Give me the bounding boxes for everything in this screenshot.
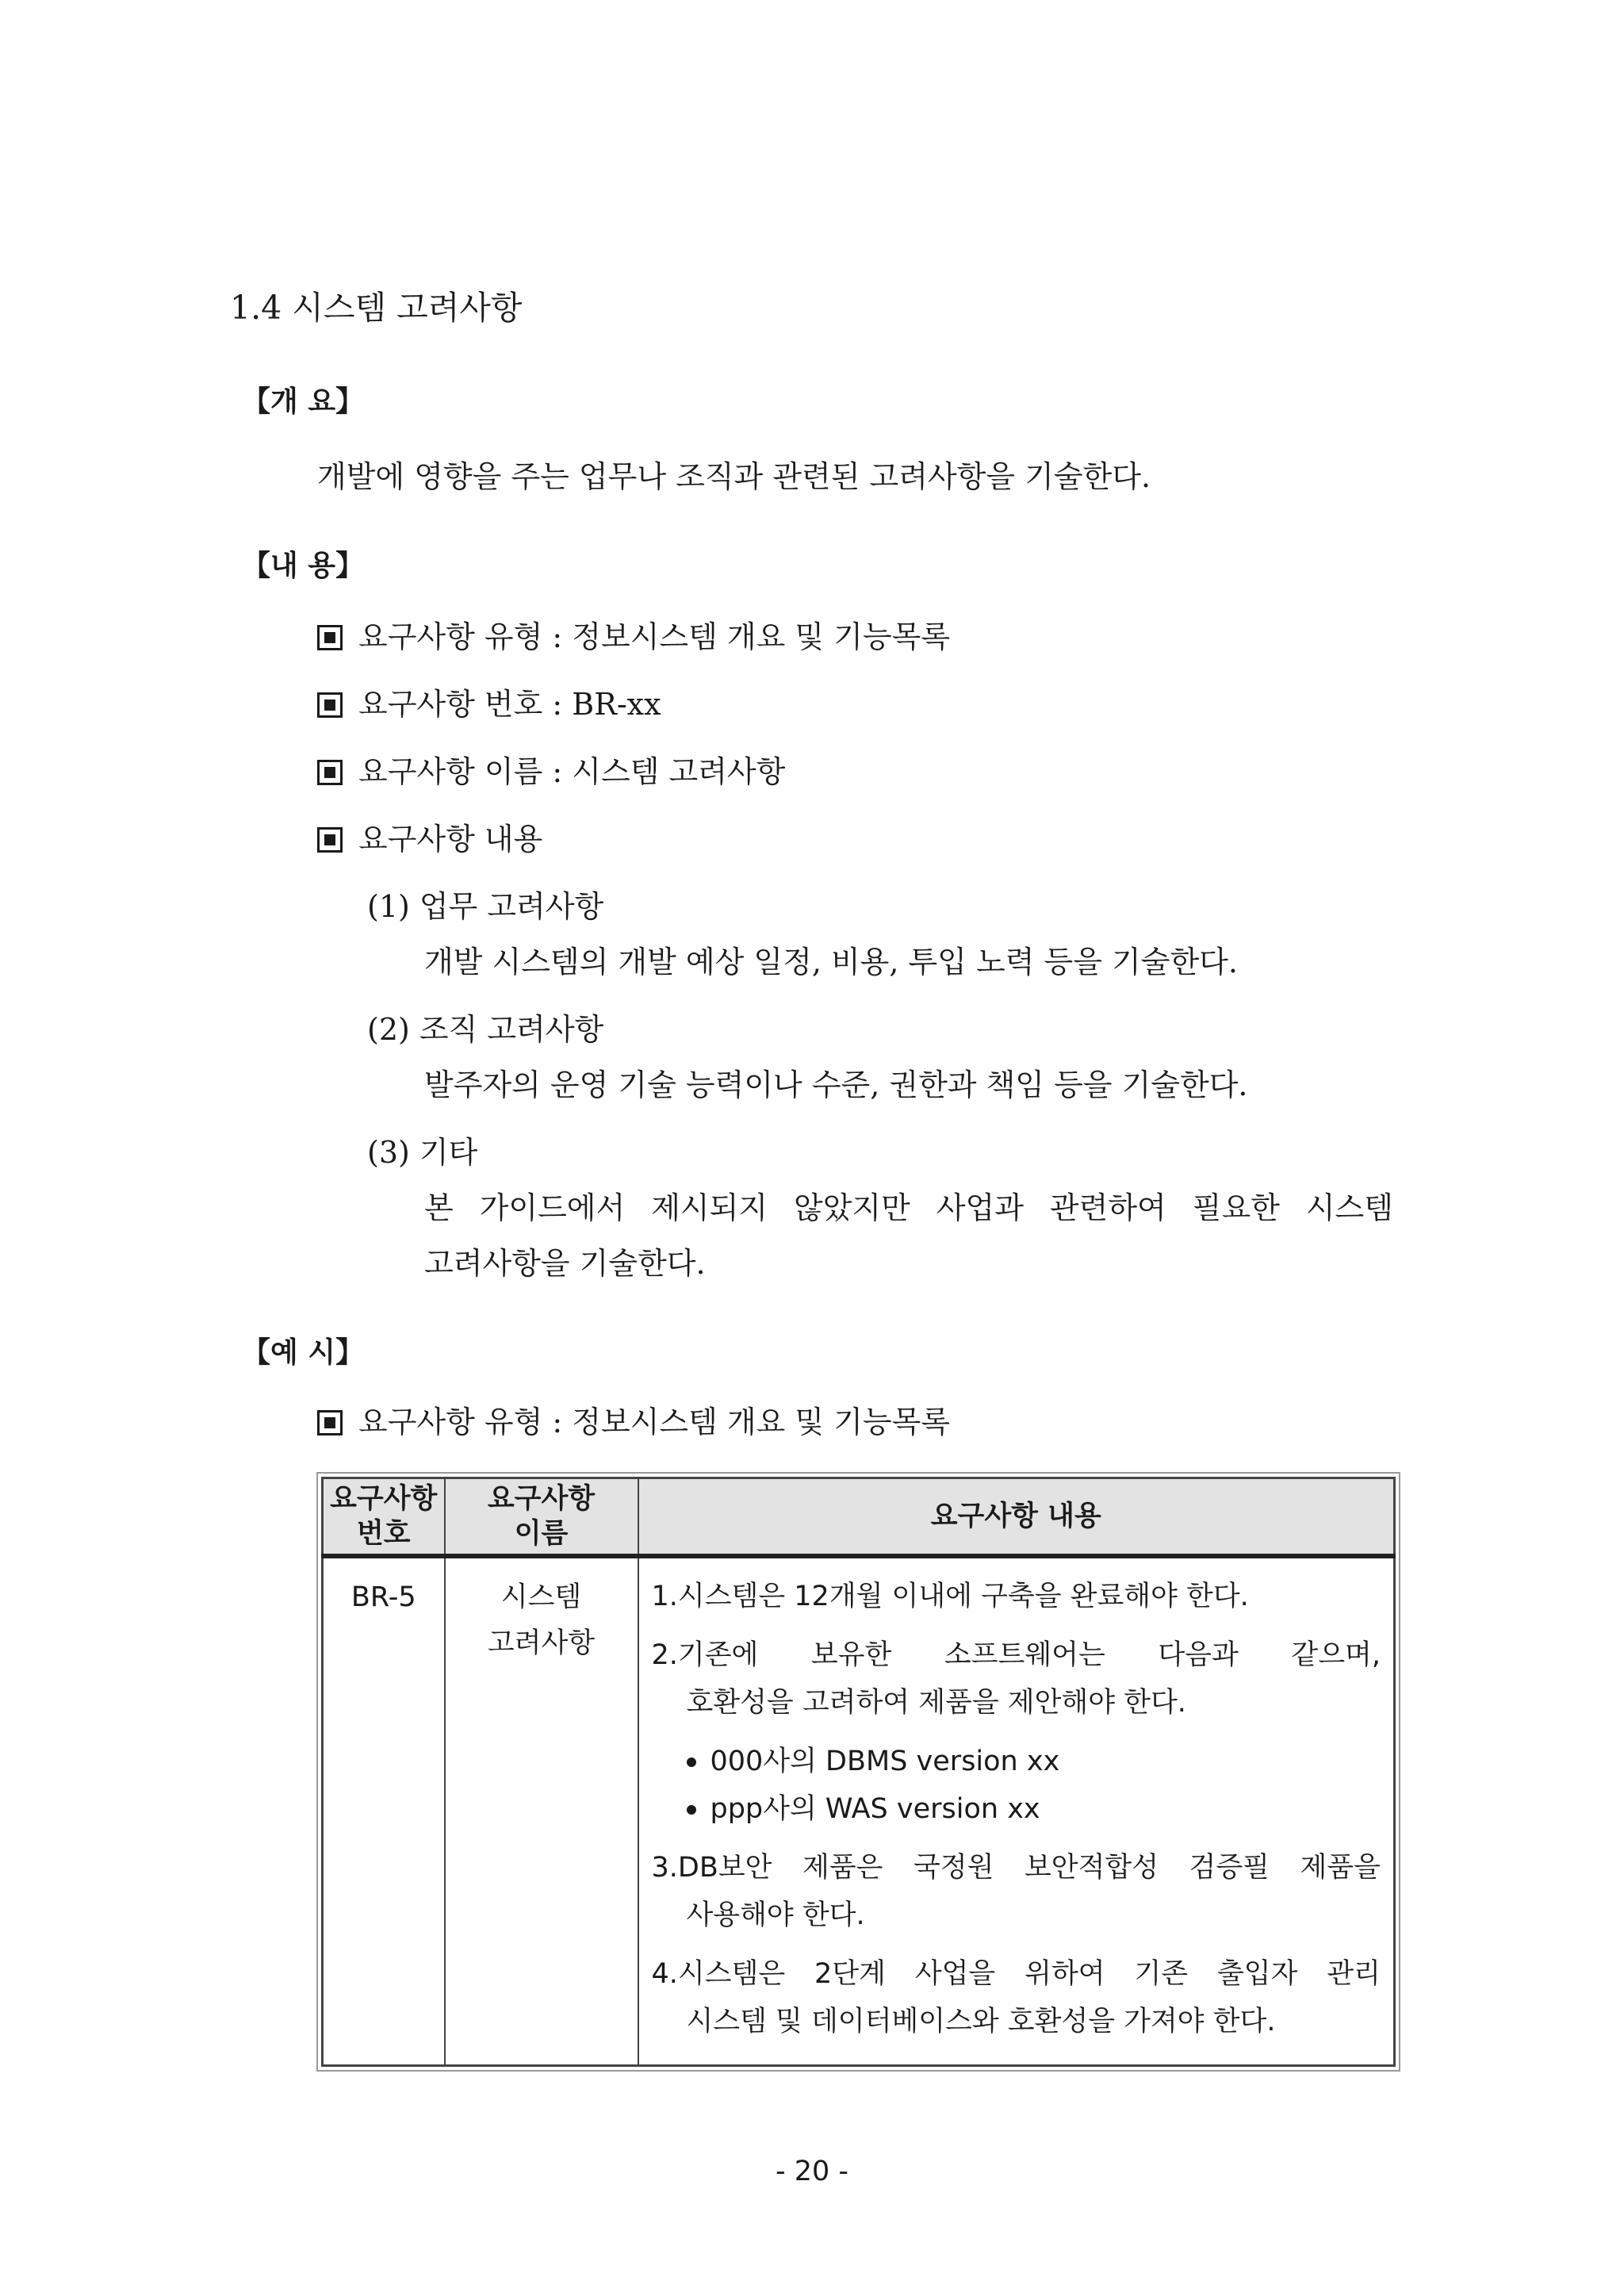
word: 소프트웨어는: [944, 1639, 1105, 1671]
item-2-desc: 발주자의 운영 기술 능력이나 수준, 권한과 책임 등을 기술한다.: [424, 1068, 1248, 1102]
word: 3.DB보안: [651, 1852, 772, 1884]
word: 제품은: [802, 1852, 883, 1884]
item-3-desc-line1: [424, 1183, 1393, 1227]
word: 검증필: [1189, 1852, 1270, 1884]
table-header-row: [323, 1478, 1395, 1557]
word: 국정원: [913, 1852, 994, 1884]
word: 4.시스템은: [651, 1958, 786, 1990]
table-row: [323, 1556, 1395, 2066]
content-item-1: [652, 1573, 1381, 1620]
square-bullet-icon: [317, 692, 343, 718]
word: 다음과: [1158, 1639, 1239, 1671]
content-bullet-1: [317, 612, 950, 656]
bullet-text: 요구사항 내용: [358, 822, 543, 857]
requirements-table: [321, 1477, 1396, 2067]
item-line: 호환성을 고려하여 제품을 제안해야 한다.: [686, 1687, 1186, 1719]
header-name: [445, 1478, 638, 1557]
content-item-4: [652, 1950, 1381, 2045]
content-item-2: [652, 1631, 1381, 1727]
word: 제품을: [1300, 1852, 1381, 1884]
word: 않았지만: [794, 1190, 910, 1225]
word: 기존: [1134, 1958, 1189, 1990]
bullet-text: 요구사항 이름 : 시스템 고려사항: [358, 754, 786, 789]
word: 본: [424, 1190, 454, 1225]
item-line: 시스템 및 데이터베이스와 호환성을 가져야 한다.: [686, 2006, 1276, 2037]
word: 관련하여: [1049, 1190, 1166, 1225]
word: 사업을: [914, 1958, 996, 1990]
item-3-title: (3) 기타: [367, 1135, 478, 1170]
content-bullet-3: [317, 747, 785, 791]
sub-item-text: ppp사의 WAS version xx: [710, 1793, 1040, 1825]
item-line: [652, 1950, 1381, 1998]
word: 사업과: [936, 1190, 1024, 1225]
overview-heading: 【개 요】: [242, 385, 365, 418]
sub-item-text: 000사의 DBMS version xx: [710, 1746, 1060, 1777]
item-line: 사용해야 한다.: [686, 1899, 865, 1931]
word: 관리: [1327, 1958, 1381, 1990]
cell-text: 시스템: [500, 1581, 582, 1613]
word: 같으며,: [1291, 1639, 1381, 1671]
content-item-3: [652, 1844, 1381, 1939]
bullet-text: 요구사항 유형 : 정보시스템 개요 및 기능목록: [358, 1405, 951, 1439]
cell-name: [445, 1556, 638, 2066]
word: 보안적합성: [1024, 1852, 1159, 1884]
header-text: 요구사항: [487, 1483, 596, 1515]
content-heading: 【내 용】: [242, 549, 365, 582]
word: 필요한: [1192, 1190, 1280, 1225]
item-1-title: (1) 업무 고려사항: [367, 889, 604, 924]
header-number: [323, 1478, 445, 1557]
bullet-text: 요구사항 유형 : 정보시스템 개요 및 기능목록: [358, 619, 951, 654]
word: 출입자: [1216, 1958, 1298, 1990]
page-number: - 20 -: [775, 2156, 849, 2187]
bullet-dot-icon: [687, 1757, 696, 1767]
sub-item: [687, 1738, 1381, 1785]
content-bullet-4: [317, 815, 542, 858]
square-bullet-icon: [317, 827, 343, 853]
word: 시스템: [1305, 1190, 1393, 1225]
cell-number: BR-5: [323, 1556, 445, 2066]
item-2-title: (2) 조직 고려사항: [367, 1012, 604, 1047]
square-bullet-icon: [317, 760, 343, 785]
sub-item: [687, 1785, 1381, 1833]
item-1-desc: 개발 시스템의 개발 예상 일정, 비용, 투입 노력 등을 기술한다.: [424, 945, 1238, 979]
bullet-dot-icon: [687, 1805, 696, 1815]
item-text: 1.시스템은 12개월 이내에 구축을 완료해야 한다.: [651, 1581, 1249, 1612]
example-bullet: [317, 1397, 950, 1441]
item-3-desc-line2: 고려사항을 기술한다.: [424, 1246, 706, 1281]
cell-content: [638, 1556, 1395, 2066]
header-content: 요구사항 내용: [638, 1478, 1395, 1557]
sub-item-list: [652, 1738, 1381, 1833]
item-line: [652, 1631, 1381, 1679]
word: 위하여: [1025, 1958, 1105, 1990]
section-title: 1.4 시스템 고려사항: [230, 289, 523, 327]
bullet-text: 요구사항 번호 : BR-xx: [358, 687, 661, 722]
item-line: [652, 1844, 1381, 1892]
cell-text: 고려사항: [487, 1627, 596, 1659]
header-text: 번호: [356, 1518, 411, 1550]
word: 2단계: [814, 1958, 886, 1990]
word: 2.기존에: [651, 1639, 759, 1671]
header-text: 요구사항: [330, 1483, 438, 1515]
overview-text: 개발에 영향을 주는 업무나 조직과 관련된 고려사항을 기술한다.: [317, 459, 1151, 494]
word: 가이드에서: [479, 1190, 626, 1225]
word: 보유한: [810, 1639, 892, 1671]
square-bullet-icon: [317, 1410, 343, 1435]
example-heading: 【예 시】: [242, 1336, 365, 1369]
content-bullet-2: [317, 680, 661, 723]
square-bullet-icon: [317, 625, 343, 650]
header-text: 이름: [514, 1518, 569, 1550]
word: 제시되지: [651, 1190, 768, 1225]
